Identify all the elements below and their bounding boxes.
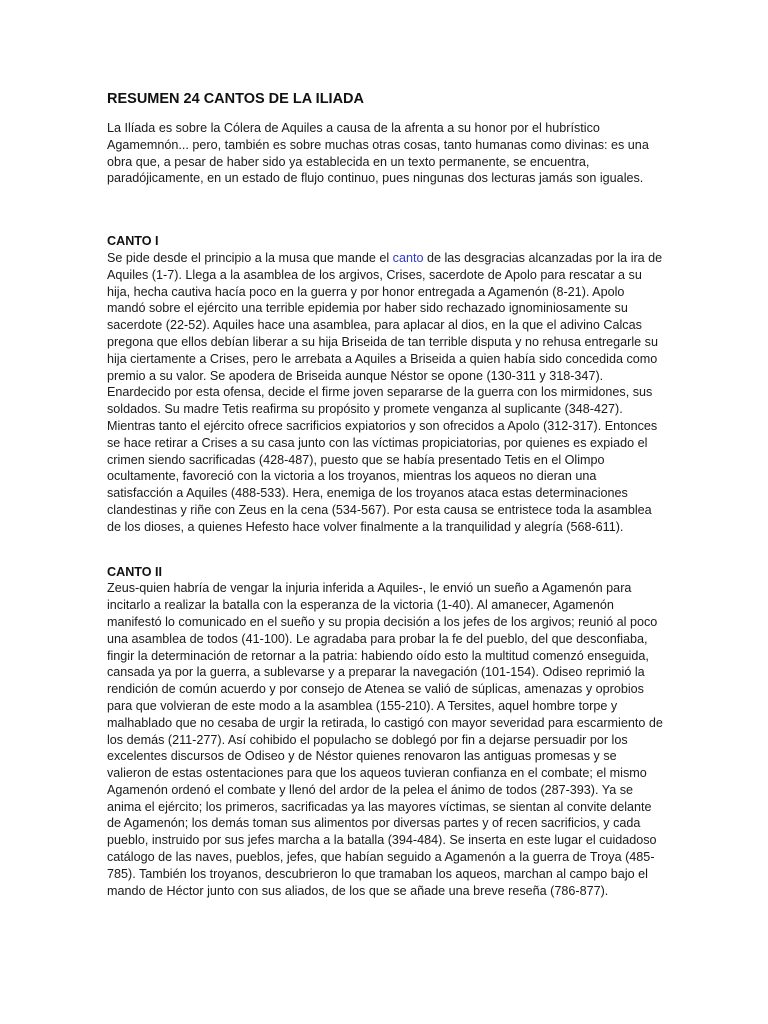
- canto-1-section: [107, 233, 663, 535]
- canto-2-heading: CANTO II: [107, 564, 163, 579]
- canto-link[interactable]: canto: [392, 250, 424, 265]
- canto-2-section: [107, 564, 663, 900]
- canto-1-heading: CANTO I: [107, 234, 159, 249]
- intro-paragraph: La Ilíada es sobre la Cólera de Aquiles a causa de la afrenta a su honor por el hubrístico Agamemnón... pero, también es sobre muchas otras cosas, tanto humanas como divinas: es una obra que, a pesar de haber sido ya establecida en un texto permanente, se encuentra, paradójicamente, en un estado de flujo continuo, pues ningunas dos lecturas jamás son iguales.: [107, 121, 649, 186]
- canto-1-text-before-link: Se pide desde el principio a la musa que mande el: [107, 250, 393, 265]
- canto-1-text-after-link: de las desgracias alcanzadas por la ira de Aquiles (1-7). Llega a la asamblea de los argivos, Crises, sacerdote de Apolo para rescatar a su hija, hecha cautiva hacía poco en la guerra y por honor entregada a Agamenón (8-21). Apolo mandó sobre el ejército una terrible epidemia por haber sido rechazado ignominiosamente su sacerdote (22-52). Aquiles hace una asamblea, para aplacar al dios, en la que el adivino Calcas pregona que ellos debían liberar a su hija Briseida de tan terrible disputa y no rehusa entregarle su hija ciertamente a Crises, pero le arrebata a Aquiles a Briseida a quien había sido concedida como premio a su valor. Se apodera de Briseida aunque Néstor se opone (130-311 y 318-347). Enardecido por esta ofensa, decide el firme joven separarse de la guerra con los mirmidones, sus soldados. Su madre Tetis reafirma su propósito y promete venganza al suplicante (348-427). Mientras tanto el ejército ofrece sacrificios expiatorios y son ofrecidos a Apolo (312-317). Entonces se hace retirar a Crises a su casa junto con las víctimas propiciatorias, por quienes es expiado el crimen siendo sacrificadas (428-487), puesto que se había presentado Tetis en el Olimpo ocultamente, favoreció con la victoria a los troyanos, mientras los aqueos no dieran una satisfacción a Aquiles (488-533). Hera, enemiga de los troyanos ataca estas determinaciones clandestinas y riñe con Zeus en la cena (534-567). Por esta causa se entristece toda la asamblea de los dioses, a quienes Hefesto hace volver finalmente a la tranquilidad y alegría (568-611).: [107, 250, 663, 534]
- canto-2-paragraph: Zeus-quien habría de vengar la injuria inferida a Aquiles-, le envió un sueño a Agamenón para incitarlo a realizar la batalla con la esperanza de la victoria (1-40). Al amanecer, Agamenón manifestó lo comunicado en el sueño y su propia decisión a los jefes de los argivos; reunió al poco una asamblea de todos (41-100). Le agradaba para probar la fe del pueblo, del que desconfiaba, fingir la determinación de retornar a la patria: habiendo oído esto la multitud comenzó enseguida, cansada ya por la guerra, a sublevarse y a preparar la navegación (101-154). Odiseo reprimió la rendición de común acuerdo y por consejo de Atenea se valió de súplicas, amenazas y oprobios para que volvieran de este modo a la asamblea (155-210). A Tersites, aquel hombre torpe y malhablado que no cesaba de urgir la retirada, lo castigó con mayor severidad para escarmiento de los demás (211-277). Así cohibido el populacho se doblegó por fin a dejarse persuadir por los excelentes discursos de Odiseo y de Néstor quienes renovaron las antiguas promesas y se valieron de estas ostentaciones para que los aqueos tuvieran confianza en el combate; el mismo Agamenón ordenó el combate y llenó del ardor de la pelea el ánimo de todos (287-393). Ya se anima el ejército; los primeros, sacrificadas ya las mayores víctimas, se sientan al convite delante de Agamenón; los demás toman sus alimentos por diversas partes y of recen sacrificios, y cada pueblo, instruido por sus jefes marcha a la batalla (394-484). Se inserta en este lugar el cuidadoso catálogo de las naves, pueblos, jefes, que habían seguido a Agamenón a la guerra de Troya (485-785). También los troyanos, descubrieron lo que tramaban los aqueos, marchan al campo bajo el mando de Héctor junto con sus aliados, de los que se añade una breve reseña (786-877).: [107, 581, 663, 898]
- document-content: [107, 90, 663, 899]
- canto-1-paragraph: [107, 250, 663, 536]
- document-title: RESUMEN 24 CANTOS DE LA ILIADA: [107, 91, 364, 107]
